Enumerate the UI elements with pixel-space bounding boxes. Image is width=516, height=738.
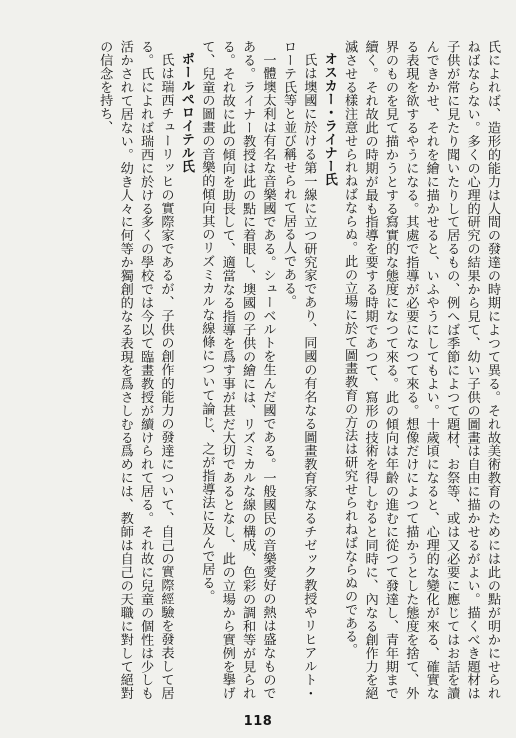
section-heading: オスカー・ライナー氏: [321, 52, 337, 186]
page-number: 118: [243, 714, 273, 729]
section-heading: ポールペロイテル氏: [178, 52, 194, 173]
body-paragraph: 氏は墺國に於ける第一線に立つ研究家であり、同國の有名なる圖畫教育家なるチゼック教授やリヒアルト・ローテ氏等と並び稱せられて居る人である。: [280, 40, 317, 700]
body-paragraph: 氏は瑞西チューリッヒの實際家であるが、子供の創作的能力の發達について、自己の實際經驗を發表して居る。氏によれば瑞西に於ける多くの學校では今以て臨畫教授が續けられて居る。それ故に兒童の個性は少しも活かされて居ない。幼き人々に何等か獨創的なる表現を爲さしむる爲めには、教師は自己の天職に對して絕對の信念を持ち、: [97, 40, 174, 700]
vertical-text-body: [12, 40, 502, 700]
body-paragraph: 一體墺太利は有名な音樂國である。シューベルトを生んだ國である。一般國民の音樂愛好の熱は盛なものである。ライナー教授は此の點に着眼し、墺國の子供の繪には、リズミカルな線の構成、色彩の調和等が見られる。それ故に此の傾向を助長して、適當なる指導を爲す事が甚だ大切であるとなし、此の立場から實例を擧げて、兒童の圖畫の音樂的傾向其のリズミカルな線條について論じ、之が指導法に及んで居る。: [199, 40, 276, 700]
body-paragraph: 氏によれば、造形的能力は人間の發達の時期によつて異る。それ故美術教育のためには此の點が明かにせられねばならない。多くの心理的研究の結果から見て、幼い子供の圖畫は自由に描かせるがよい。描くべき題材は子供が常に見たり聞いたりして居るもの、例へば季節によつて題材、お祭等、或は又必要に應じてはお話を讀んできかせ、それを繪に描かせると、いふやうにしてもよい。十歲頃になると、心理的な變化が來る、確實なる表現を欲するやうになる。其處で指導が必要になつて來る。想像だけによつて描かうとした態度を捨て、外界のものを見て描かうとする寫實的な態度になつて來る。此の傾向は年齡の進むに從つて發達し、青年期まで續く。それ故此の時期が最も指導を要する時期であつて、寫形の技術を得しむると同時に、內なる創作力を絕滅させる樣注意せられねばならぬ。此の立場に於て圖畫教育の方法は研究せられねばならぬのである。: [342, 40, 500, 700]
